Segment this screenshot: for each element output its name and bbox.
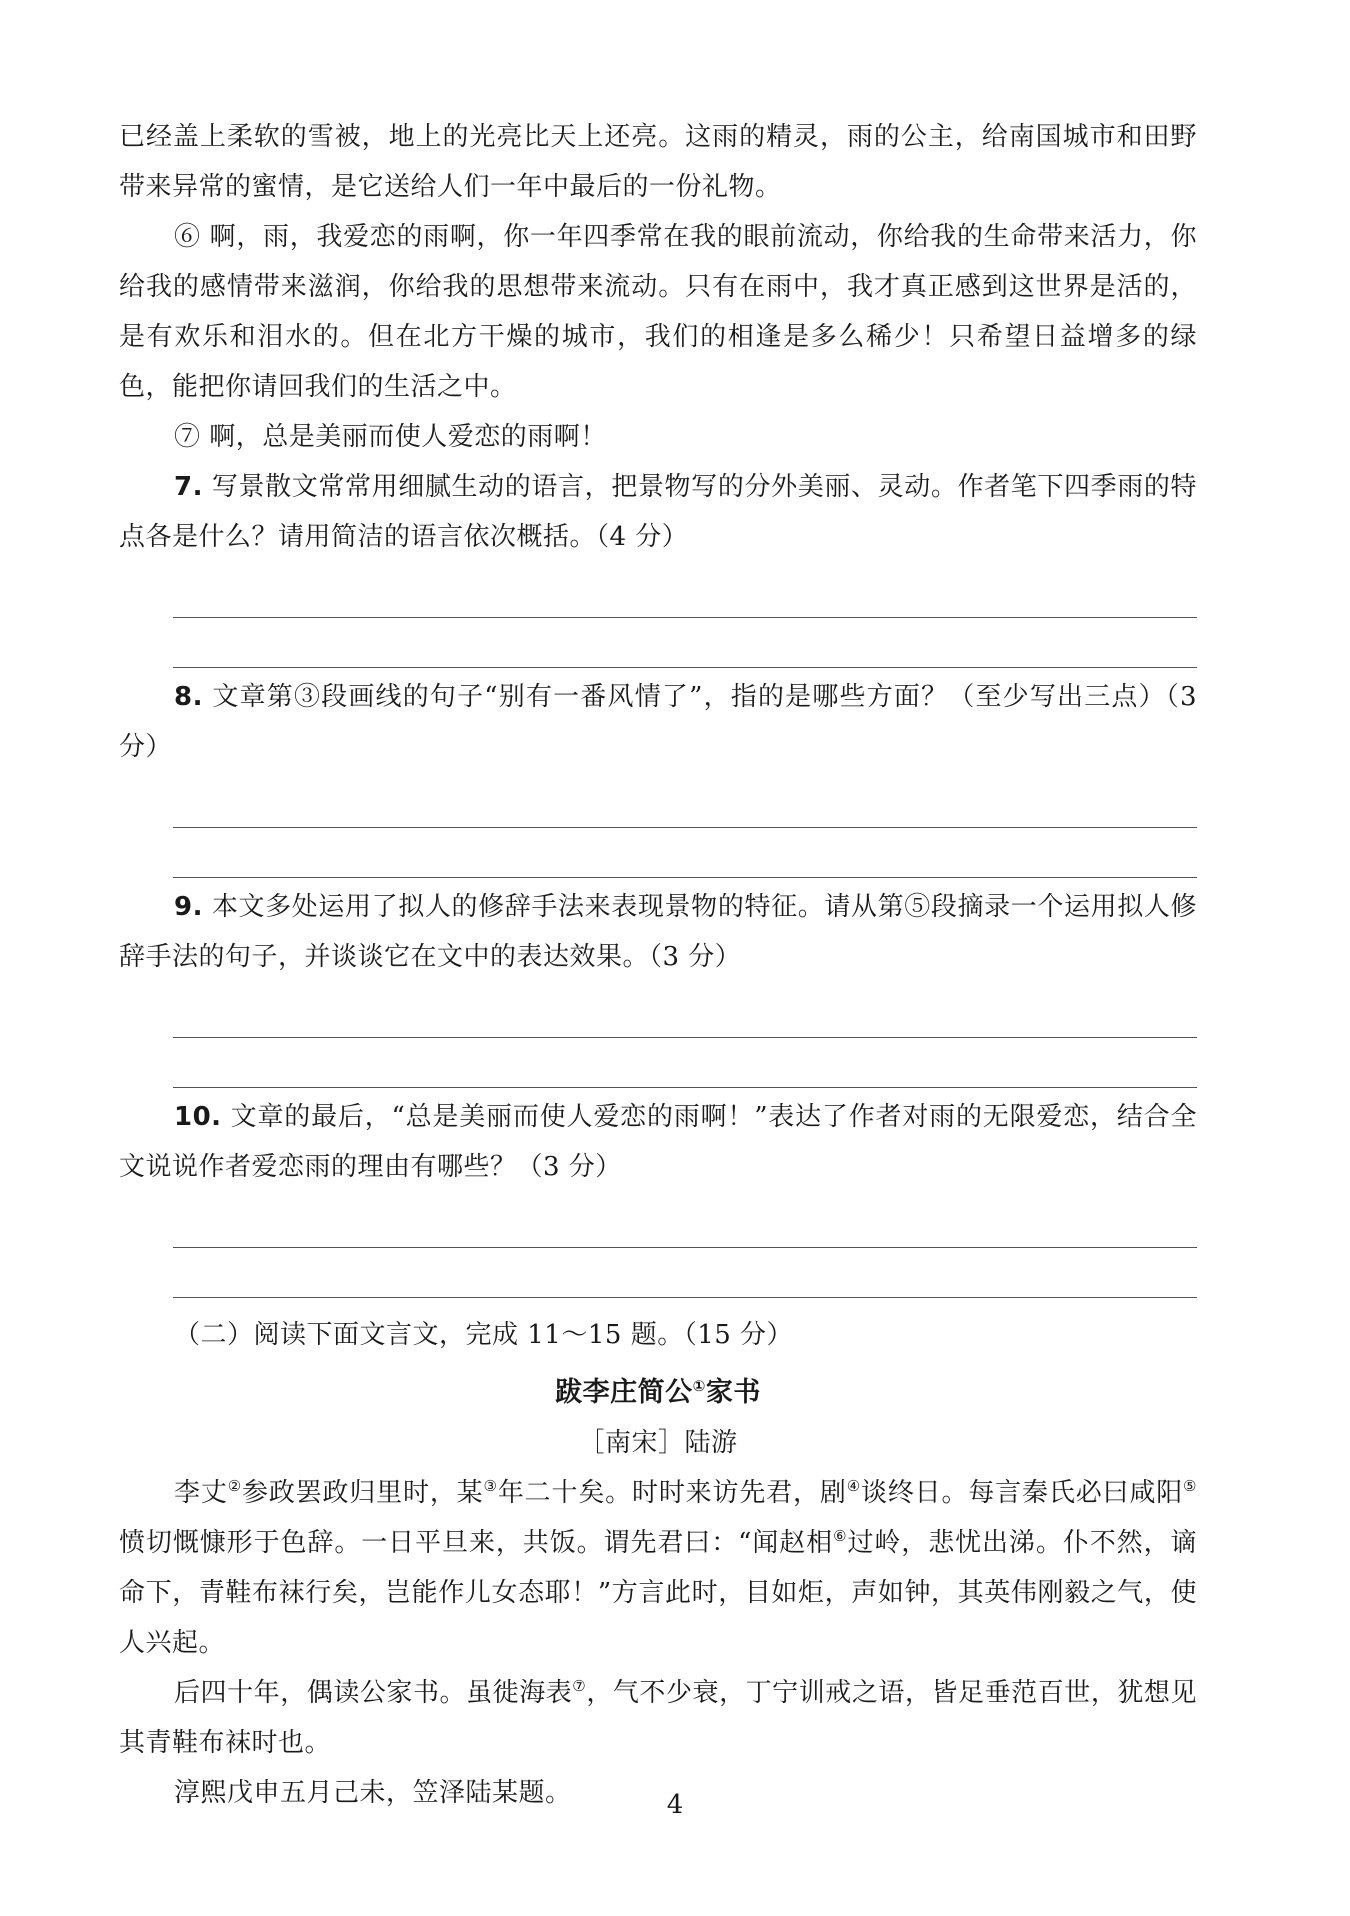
question-9: [119, 882, 1197, 982]
classical-paragraph-1: [119, 1468, 1197, 1668]
text-run: ，气不少衰，丁宁训戒之语，皆足垂范百世，犹想见其青鞋布袜时也。: [119, 1678, 1197, 1758]
page-content: [119, 112, 1197, 1818]
footnote-marker: ⑥: [833, 1527, 848, 1545]
footnote-marker: ④: [846, 1477, 861, 1495]
question-text: 本文多处运用了拟人的修辞手法来表现景物的特征。请从第⑤段摘录一个运用拟人修辞手法的句子，并谈谈它在文中的表达效果。（3 分）: [119, 892, 1197, 972]
text-run: 过岭，悲忧出涕。仆不然，谪命下，青鞋布袜行矣，岂能作儿女态耶！”方言此时，目如炬，声如钟，其英伟刚毅之气，使人兴起。: [119, 1528, 1197, 1658]
title-part: 家书: [705, 1377, 761, 1408]
text-run: 参政罢政归里时，某: [241, 1478, 484, 1508]
text-run: 年二十矣。时时来访先君，剧: [497, 1478, 847, 1508]
question-text: 写景散文常常用细腻生动的语言，把景物写的分外美丽、灵动。作者笔下四季雨的特点各是什么？请用简洁的语言依次概括。（4 分）: [119, 472, 1197, 552]
classical-paragraph-3: 淳熙戊申五月己未，笠泽陆某题。: [174, 1778, 572, 1808]
question-number: 10.: [174, 1102, 222, 1132]
footnote-marker: ⑤: [1183, 1477, 1197, 1495]
question-number: 9.: [174, 892, 203, 922]
answer-area-9[interactable]: [119, 982, 1197, 1092]
question-text: 文章的最后，“总是美丽而使人爱恋的雨啊！”表达了作者对雨的无限爱恋，结合全文说说作者爱恋雨的理由有哪些？（3 分）: [119, 1102, 1197, 1182]
answer-line[interactable]: [173, 1198, 1197, 1248]
answer-line[interactable]: [173, 618, 1197, 668]
footnote-marker: ③: [483, 1477, 498, 1495]
question-8: [119, 672, 1197, 772]
title-part: 跋李庄简公: [555, 1377, 693, 1408]
answer-line[interactable]: [173, 778, 1197, 828]
classical-text-author: ［南宋］陆游: [578, 1428, 738, 1458]
answer-line[interactable]: [173, 828, 1197, 878]
text-run: 愤切慨慷形于色辞。一日平旦来，共饭。谓先君曰：“闻赵相: [119, 1528, 834, 1558]
classical-paragraph-2: [119, 1668, 1197, 1768]
page-number: 4: [666, 1790, 684, 1820]
question-number: 8.: [174, 682, 203, 712]
answer-line[interactable]: [173, 988, 1197, 1038]
footnote-marker: ②: [227, 1477, 242, 1495]
section-2-instruction: （二）阅读下面文言文，完成 11～15 题。（15 分）: [174, 1320, 794, 1350]
answer-area-10[interactable]: [119, 1192, 1197, 1302]
text-run: 后四十年，偶读公家书。虽徙海表: [174, 1678, 573, 1708]
passage-paragraph-5-continued: 已经盖上柔软的雪被，地上的光亮比天上还亮。这雨的精灵，雨的公主，给南国城市和田野带来异常的蜜情，是它送给人们一年中最后的一份礼物。: [119, 122, 1197, 202]
answer-line[interactable]: [173, 568, 1197, 618]
answer-line[interactable]: [173, 1038, 1197, 1088]
classical-text-title: [119, 1368, 1197, 1418]
answer-area-7[interactable]: [119, 562, 1197, 672]
answer-line[interactable]: [173, 1248, 1197, 1298]
footnote-marker: ①: [692, 1377, 706, 1395]
question-7: [119, 462, 1197, 562]
passage-paragraph-7: ⑦ 啊，总是美丽而使人爱恋的雨啊！: [174, 422, 607, 452]
text-run: 李丈: [174, 1478, 228, 1508]
passage-paragraph-6: ⑥ 啊，雨，我爱恋的雨啊，你一年四季常在我的眼前流动，你给我的生命带来活力，你给我的感情带来滋润，你给我的思想带来流动。只有在雨中，我才真正感到这世界是活的，是有欢乐和泪水的。但在北方干燥的城市，我们的相逢是多么稀少！只希望日益增多的绿色，能把你请回我们的生活之中。: [119, 222, 1197, 402]
question-text: 文章第③段画线的句子“别有一番风情了”，指的是哪些方面？（至少写出三点）（3 分）: [119, 682, 1197, 762]
question-10: [119, 1092, 1197, 1192]
text-run: 谈终日。每言秦氏必曰咸阳: [861, 1478, 1184, 1508]
footnote-marker: ⑦: [572, 1677, 587, 1695]
answer-area-8[interactable]: [119, 772, 1197, 882]
question-number: 7.: [174, 472, 203, 502]
